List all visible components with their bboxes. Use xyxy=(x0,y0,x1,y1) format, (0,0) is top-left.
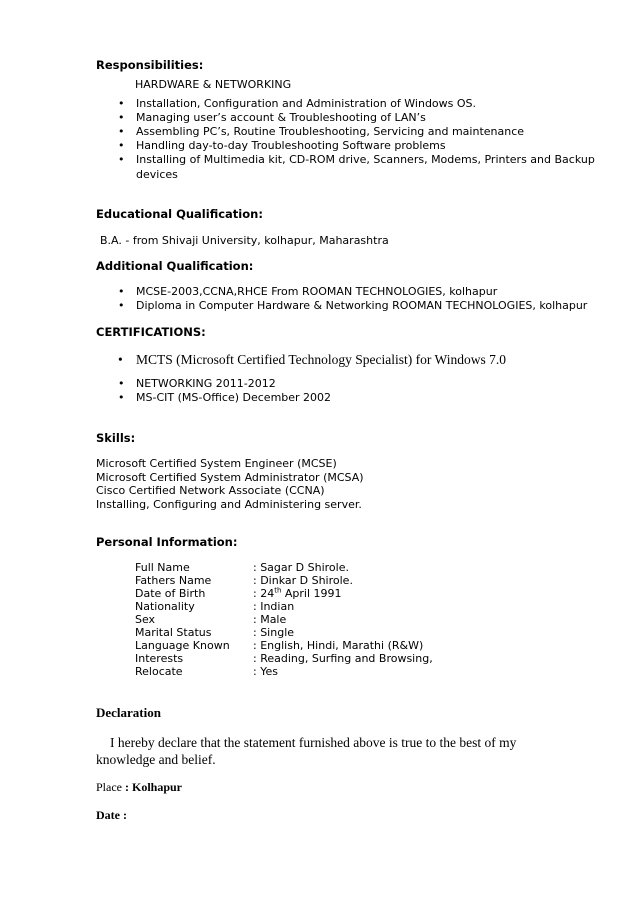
personal-heading: Personal Information: xyxy=(96,535,238,549)
additional-heading: Additional Qualification: xyxy=(96,259,254,273)
declaration-line-1: I hereby declare that the statement furnished above is true to the best of my xyxy=(110,735,517,750)
responsibilities-list xyxy=(118,97,595,167)
personal-value: : Sagar D Shirole. xyxy=(253,561,349,574)
personal-value: : Yes xyxy=(253,665,278,678)
additional-list xyxy=(118,285,587,313)
certification-mcts-text: MCTS (Microsoft Certified Technology Specialist) for Windows 7.0 xyxy=(136,352,506,367)
personal-label: Relocate xyxy=(135,665,183,678)
certifications-heading: CERTIFICATIONS: xyxy=(96,325,206,339)
list-item: • Handling day-to-day Troubleshooting Software problems xyxy=(118,139,595,153)
personal-label: Sex xyxy=(135,613,156,626)
personal-label: Interests xyxy=(135,652,184,665)
education-text: B.A. - from Shivaji University, kolhapur, Maharashtra xyxy=(100,234,389,247)
responsibilities-heading: Responsibilities: xyxy=(96,58,204,72)
personal-value: : Reading, Surfing and Browsing, xyxy=(253,652,433,665)
skills-heading: Skills: xyxy=(96,431,136,445)
skill-line: Installing, Configuring and Administering server. xyxy=(96,497,362,511)
personal-value: : Indian xyxy=(253,600,295,613)
list-item-continuation: devices xyxy=(136,168,178,181)
personal-value: : 24th April 1991 xyxy=(253,586,342,600)
education-heading: Educational Qualification: xyxy=(96,207,263,221)
place-value: : Kolhapur xyxy=(125,780,183,794)
list-item: • Installation, Configuration and Administration of Windows OS. xyxy=(118,97,595,111)
skill-line: Microsoft Certified System Administrator (MCSA) xyxy=(96,470,364,484)
declaration-heading: Declaration xyxy=(96,705,161,720)
responsibilities-subheading: HARDWARE & NETWORKING xyxy=(135,78,292,91)
skill-line: Microsoft Certified System Engineer (MCSE) xyxy=(96,457,337,470)
personal-label: Nationality xyxy=(135,600,195,613)
place-label: Place xyxy=(96,780,122,794)
list-item: • Diploma in Computer Hardware & Networking ROOMAN TECHNOLOGIES, kolhapur xyxy=(118,299,587,313)
personal-label: Marital Status xyxy=(135,626,212,639)
personal-value: : English, Hindi, Marathi (R&W) xyxy=(253,639,424,652)
list-item: • NETWORKING 2011-2012 xyxy=(118,377,331,391)
personal-label: Full Name xyxy=(135,561,190,574)
list-item: • MCSE-2003,CCNA,RHCE From ROOMAN TECHNOLOGIES, kolhapur xyxy=(118,285,587,299)
skills-list xyxy=(96,457,364,511)
personal-value: : Dinkar D Shirole. xyxy=(253,574,353,587)
personal-value: : Single xyxy=(253,626,295,639)
list-item: • Assembling PC’s, Routine Troubleshooting, Servicing and maintenance xyxy=(118,125,595,139)
date-label: Date : xyxy=(96,808,127,822)
list-item: • Managing user’s account & Troubleshooting of LAN’s xyxy=(118,111,595,125)
personal-value: : Male xyxy=(253,613,287,626)
personal-label: Language Known xyxy=(135,639,230,652)
skill-line: Cisco Certified Network Associate (CCNA) xyxy=(96,484,325,497)
list-item: • MS-CIT (MS-Office) December 2002 xyxy=(118,391,331,405)
personal-label: Fathers Name xyxy=(135,574,212,587)
list-item: • Installing of Multimedia kit, CD-ROM drive, Scanners, Modems, Printers and Backup xyxy=(118,153,595,167)
certifications-list xyxy=(118,377,331,405)
place-line xyxy=(96,780,182,795)
declaration-line-2: knowledge and belief. xyxy=(96,752,216,767)
personal-label: Date of Birth xyxy=(135,587,206,600)
